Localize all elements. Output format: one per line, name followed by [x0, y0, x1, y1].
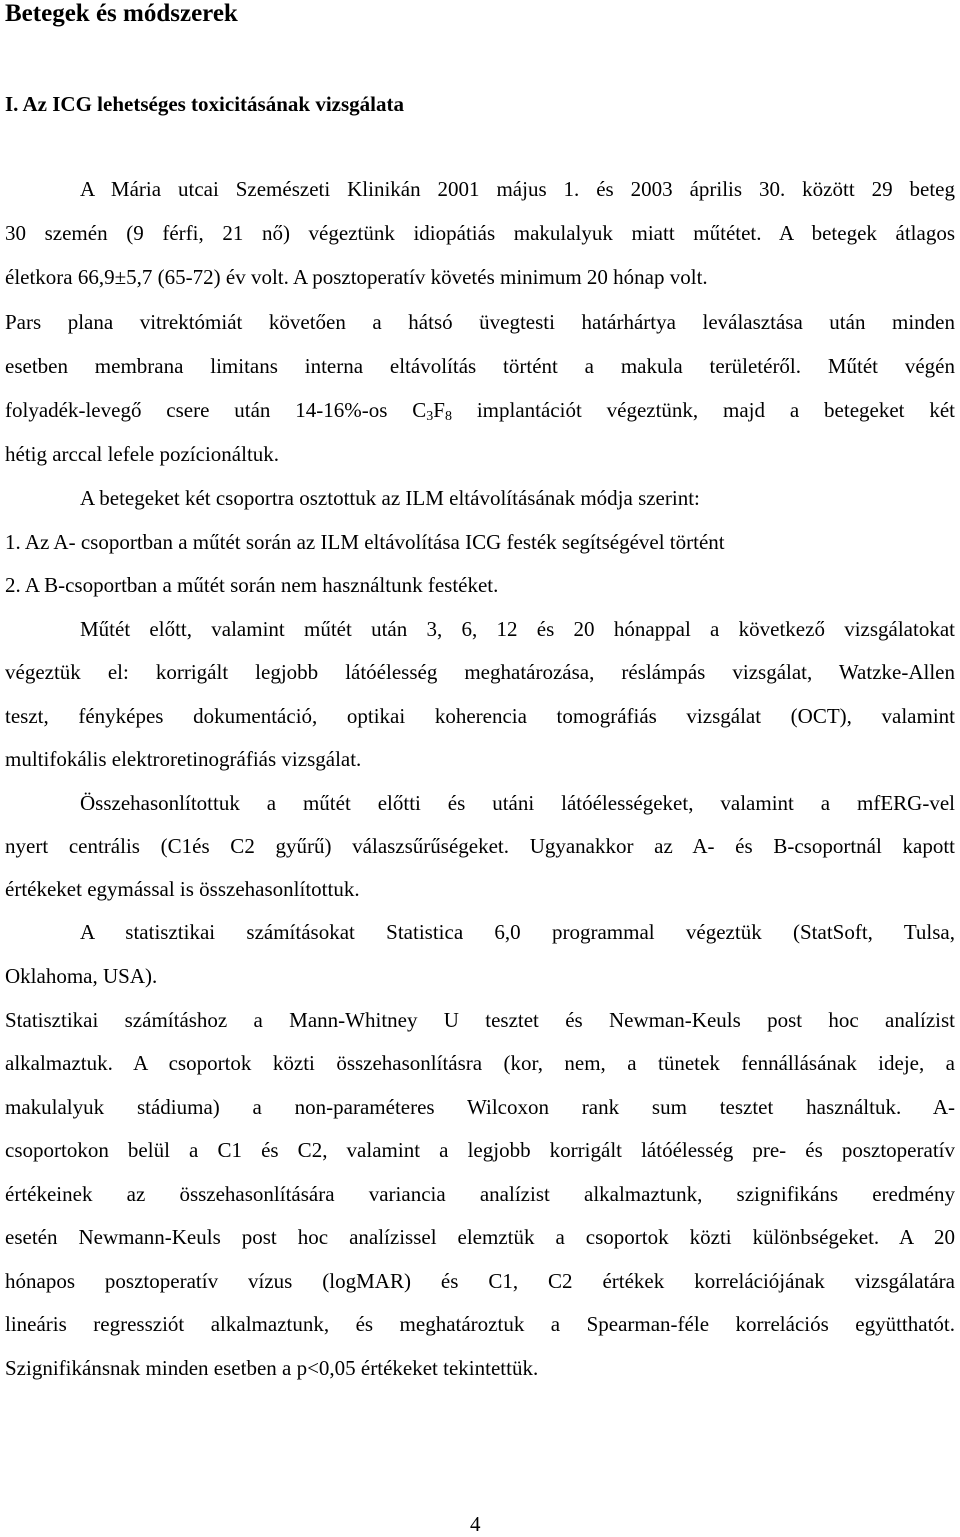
paragraph-line: nyert centrális (C1és C2 gyűrű) válaszsűrűségeket. Ugyanakkor az A- és B-csoportnál kapott	[5, 834, 955, 858]
group-1-item: 1. Az A- csoportban a műtét során az ILM eltávolítása ICG festék segítségével történt	[5, 530, 725, 554]
paragraph-line: teszt, fényképes dokumentáció, optikai koherencia tomográfiás vizsgálat (OCT), valamint	[5, 704, 955, 728]
paragraph-line: lineáris regressziót alkalmaztunk, és meghatároztuk a Spearman-féle korrelációs együtthatót.	[5, 1312, 955, 1336]
paragraph-line: esetén Newmann-Keuls post hoc analízissel elemztük a csoportok közti különbségeket. A 20	[5, 1225, 955, 1249]
paragraph-line: hétig arccal lefele pozícionáltuk.	[5, 442, 280, 466]
formula-text-before: folyadék-levegő csere után 14-16%-os C	[5, 398, 427, 422]
page-title: Betegek és módszerek	[5, 0, 238, 27]
paragraph-line: hónapos posztoperatív vízus (logMAR) és C1, C2 értékek korrelációjának vizsgálatára	[5, 1269, 955, 1293]
paragraph-line: Műtét előtt, valamint műtét után 3, 6, 12 és 20 hónappal a következő vizsgálatokat	[80, 617, 955, 641]
paragraph-line: A statisztikai számításokat Statistica 6,0 programmal végeztük (StatSoft, Tulsa,	[80, 920, 955, 944]
formula-text-after: implantációt végeztünk, majd a betegeket két	[451, 398, 955, 422]
paragraph-line: Statisztikai számításhoz a Mann-Whitney U tesztet és Newman-Keuls post hoc analízist	[5, 1008, 955, 1032]
paragraph-line: végeztük el: korrigált legjobb látóélesség meghatározása, réslámpás vizsgálat, Watzke-Allen	[5, 660, 955, 684]
paragraph-line: Oklahoma, USA).	[5, 964, 158, 988]
formula-subscript-8: 8	[444, 409, 452, 424]
groups-intro: A betegeket két csoportra osztottuk az ILM eltávolításának módja szerint:	[80, 486, 700, 510]
paragraph-line: makulalyuk stádiuma) a non-paraméteres Wilcoxon rank sum tesztet használtuk. A-	[5, 1095, 955, 1119]
paragraph-line: A Mária utcai Szemészeti Klinikán 2001 május 1. és 2003 április 30. között 29 beteg	[80, 177, 955, 201]
paragraph-line: Összehasonlítottuk a műtét előtti és utáni látóélességeket, valamint a mfERG-vel	[80, 791, 955, 815]
formula-subscript-3: 3	[426, 409, 434, 424]
paragraph-line: értékeket egymással is összehasonlítottuk.	[5, 877, 360, 901]
section-heading: I. Az ICG lehetséges toxicitásának vizsgálata	[5, 92, 404, 116]
paragraph-line: 30 szemén (9 férfi, 21 nő) végeztünk idiopátiás makulalyuk miatt műtétet. A betegek átlagos	[5, 221, 955, 245]
page-number: 4	[470, 1512, 481, 1536]
formula-line	[5, 395, 955, 425]
paragraph-line: értékeinek az összehasonlítására variancia analízist alkalmaztunk, szignifikáns eredmény	[5, 1182, 955, 1206]
paragraph-line: esetben membrana limitans interna eltávolítás történt a makula területéről. Műtét végén	[5, 354, 955, 378]
group-2-item: 2. A B-csoportban a műtét során nem használtunk festéket.	[5, 573, 499, 597]
formula-text-mid: F	[433, 398, 445, 422]
paragraph-line: alkalmaztuk. A csoportok közti összehasonlításra (kor, nem, a tünetek fennállásának ideje, a	[5, 1051, 955, 1075]
paragraph-line: Pars plana vitrektómiát követően a hátsó üvegtesti határhártya leválasztása után minden	[5, 310, 955, 334]
paragraph-line: csoportokon belül a C1 és C2, valamint a legjobb korrigált látóélesség pre- és posztoperatív	[5, 1138, 955, 1162]
paragraph-line: Szignifikánsnak minden esetben a p<0,05 értékeket tekintettük.	[5, 1356, 539, 1380]
paragraph-line: életkora 66,9±5,7 (65-72) év volt. A posztoperatív követés minimum 20 hónap volt.	[5, 265, 708, 289]
paragraph-line: multifokális elektroretinográfiás vizsgálat.	[5, 747, 362, 771]
